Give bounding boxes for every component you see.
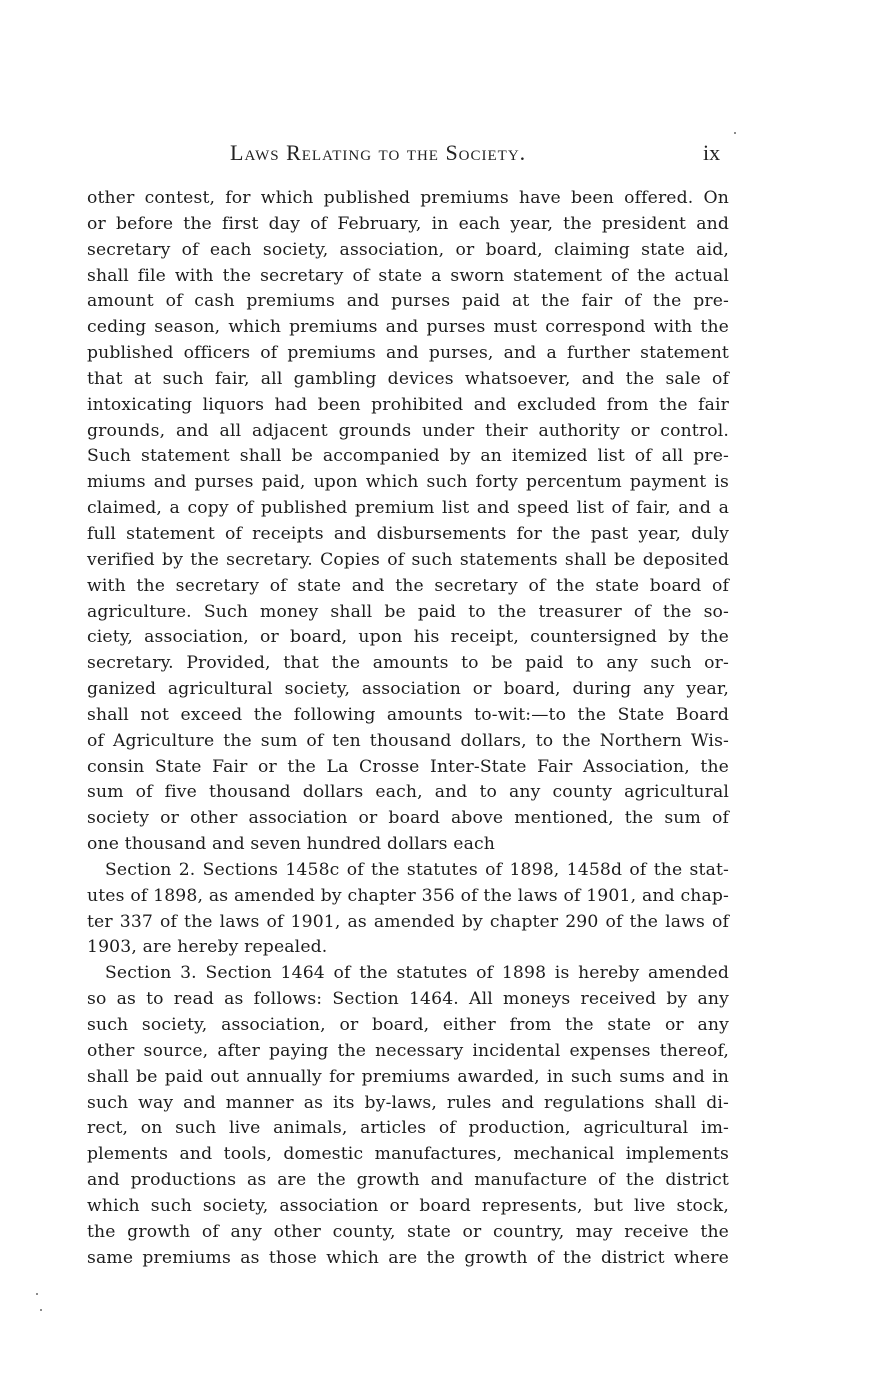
text-line: and productions as are the growth and manufacture of the district <box>87 1170 729 1191</box>
text-line: the growth of any other county, state or country, may receive the <box>87 1221 729 1242</box>
text-line: which such society, association or board represents, but live stock, <box>87 1195 729 1216</box>
text-line: secretary. Provided, that the amounts to be paid to any such or- <box>87 653 729 674</box>
text-line: Such statement shall be accompanied by an itemized list of all pre- <box>87 446 729 467</box>
text-line: rect, on such live animals, articles of production, agricultural im- <box>87 1118 729 1139</box>
text-line: of Agriculture the sum of ten thousand dollars, to the Northern Wis- <box>87 730 729 751</box>
running-header <box>0 140 871 170</box>
text-line: shall file with the secretary of state a sworn statement of the actual <box>87 265 729 286</box>
text-line: secretary of each society, association, or board, claiming state aid, <box>87 239 729 260</box>
text-line: utes of 1898, as amended by chapter 356 of the laws of 1901, and chap- <box>87 885 729 906</box>
text-line: other contest, for which published premiums have been offered. On <box>87 188 729 208</box>
text-line: agriculture. Such money shall be paid to the treasurer of the so- <box>87 601 729 622</box>
text-line: with the secretary of state and the secretary of the state board of <box>87 575 729 596</box>
text-line: other source, after paying the necessary incidental expenses thereof, <box>87 1040 729 1061</box>
print-speck <box>40 1309 42 1311</box>
text-line: one thousand and seven hundred dollars each <box>87 834 495 855</box>
page-number: ix <box>703 140 721 165</box>
text-line: same premiums as those which are the growth of the district where <box>87 1247 729 1268</box>
text-line: shall be paid out annually for premiums awarded, in such sums and in <box>87 1066 729 1087</box>
text-line: ceding season, which premiums and purses must correspond with the <box>87 317 729 338</box>
text-line: 1903, are hereby repealed. <box>87 937 328 958</box>
text-line: amount of cash premiums and purses paid at the fair of the pre- <box>87 291 729 312</box>
text-line: intoxicating liquors had been prohibited and excluded from the fair <box>87 394 729 415</box>
text-line: ciety, association, or board, upon his receipt, countersigned by the <box>87 627 729 648</box>
text-line: shall not exceed the following amounts to-wit:—to the State Board <box>87 704 729 725</box>
print-speck <box>36 1293 38 1295</box>
text-line: grounds, and all adjacent grounds under their authority or control. <box>87 420 729 441</box>
text-line: verified by the secretary. Copies of such statements shall be deposited <box>87 549 729 570</box>
text-line: plements and tools, domestic manufactures, mechanical implements <box>87 1144 729 1165</box>
text-line: such society, association, or board, either from the state or any <box>87 1015 729 1035</box>
text-line: ganized agricultural society, association or board, during any year, <box>87 679 729 700</box>
text-line: claimed, a copy of published premium list and speed list of fair, and a <box>87 498 729 519</box>
print-speck <box>734 132 736 134</box>
text-line: miums and purses paid, upon which such forty percentum payment is <box>87 472 729 493</box>
text-line: ter 337 of the laws of 1901, as amended by chapter 290 of the laws of <box>87 911 729 932</box>
body-text <box>87 186 729 1271</box>
text-line: consin State Fair or the La Crosse Inter-State Fair Association, the <box>87 756 729 777</box>
text-line: such way and manner as its by-laws, rules and regulations shall di- <box>87 1092 729 1113</box>
text-line: so as to read as follows: Section 1464. All moneys received by any <box>87 989 729 1010</box>
text-line: sum of five thousand dollars each, and to any county agricultural <box>87 782 729 803</box>
text-line: that at such fair, all gambling devices whatsoever, and the sale of <box>87 368 729 389</box>
running-header-title: Laws Relating to the Society. <box>230 140 527 165</box>
text-line: published officers of premiums and purses, and a further statement <box>87 343 729 364</box>
text-line: Section 2. Sections 1458c of the statutes of 1898, 1458d of the stat- <box>105 859 729 880</box>
text-line: society or other association or board above mentioned, the sum of <box>87 808 729 829</box>
text-line: or before the first day of February, in each year, the president and <box>87 213 729 234</box>
text-line: Section 3. Section 1464 of the statutes of 1898 is hereby amended <box>105 963 729 984</box>
text-line: full statement of receipts and disbursements for the past year, duly <box>87 523 729 544</box>
